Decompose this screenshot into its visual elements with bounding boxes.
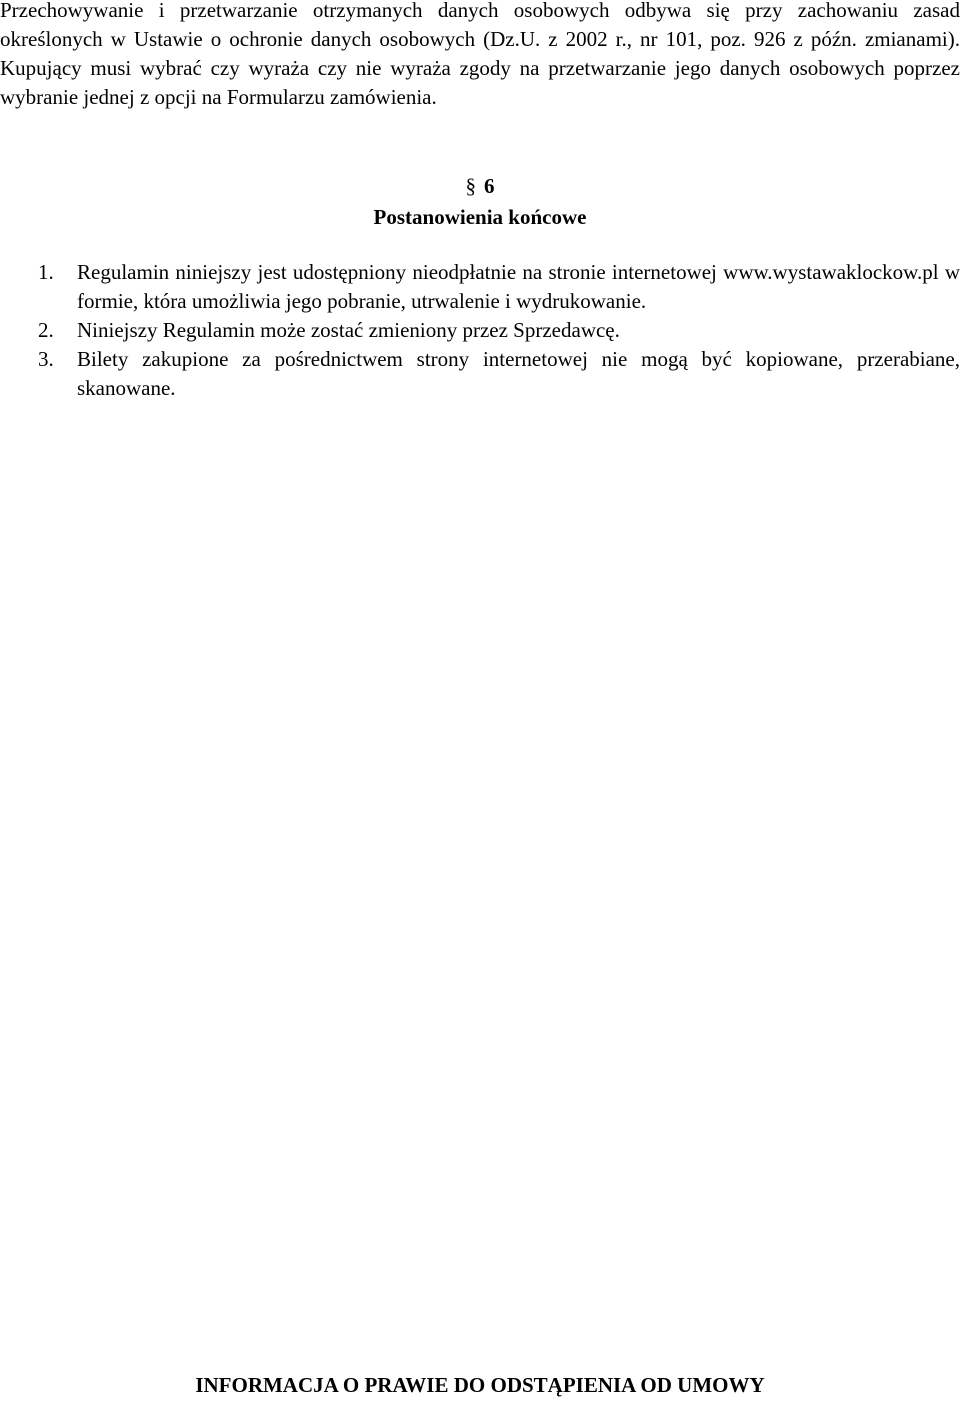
- section-number-heading: [0, 172, 960, 201]
- section-number: 6: [484, 174, 495, 198]
- list-item: [0, 345, 960, 403]
- list-item-text: Regulamin niniejszy jest udostępniony nieodpłatnie na stronie internetowej www.wystawaklockow.pl w formie, która umożliwia jego pobranie, utrwalenie i wydrukowanie.: [77, 260, 960, 313]
- provisions-list: [0, 258, 960, 403]
- section-symbol: §: [465, 174, 476, 198]
- list-item: [0, 258, 960, 316]
- list-item: [0, 316, 960, 345]
- list-item-text: Bilety zakupione za pośrednictwem strony internetowej nie mogą być kopiowane, przerabiane, skanowane.: [77, 347, 960, 400]
- list-item-number: 2.: [38, 318, 54, 342]
- list-item-text: Niniejszy Regulamin może zostać zmieniony przez Sprzedawcę.: [77, 318, 620, 342]
- list-item-number: 3.: [38, 347, 54, 371]
- section-title: Postanowienia końcowe: [373, 205, 587, 229]
- withdrawal-info-heading: INFORMACJA O PRAWIE DO ODSTĄPIENIA OD UMOWY: [195, 1373, 765, 1397]
- list-item-number: 1.: [38, 260, 54, 284]
- intro-paragraph: Przechowywanie i przetwarzanie otrzymanych danych osobowych odbywa się przy zachowaniu zasad określonych w Ustawie o ochronie danych osobowych (Dz.U. z 2002 r., nr 101, poz. 926 z późn. zmianami). Kupujący musi wybrać czy wyraża czy nie wyraża zgody na przetwarzanie jego danych osobowych poprzez wybranie jednej z opcji na Formularzu zamówienia.: [0, 0, 960, 109]
